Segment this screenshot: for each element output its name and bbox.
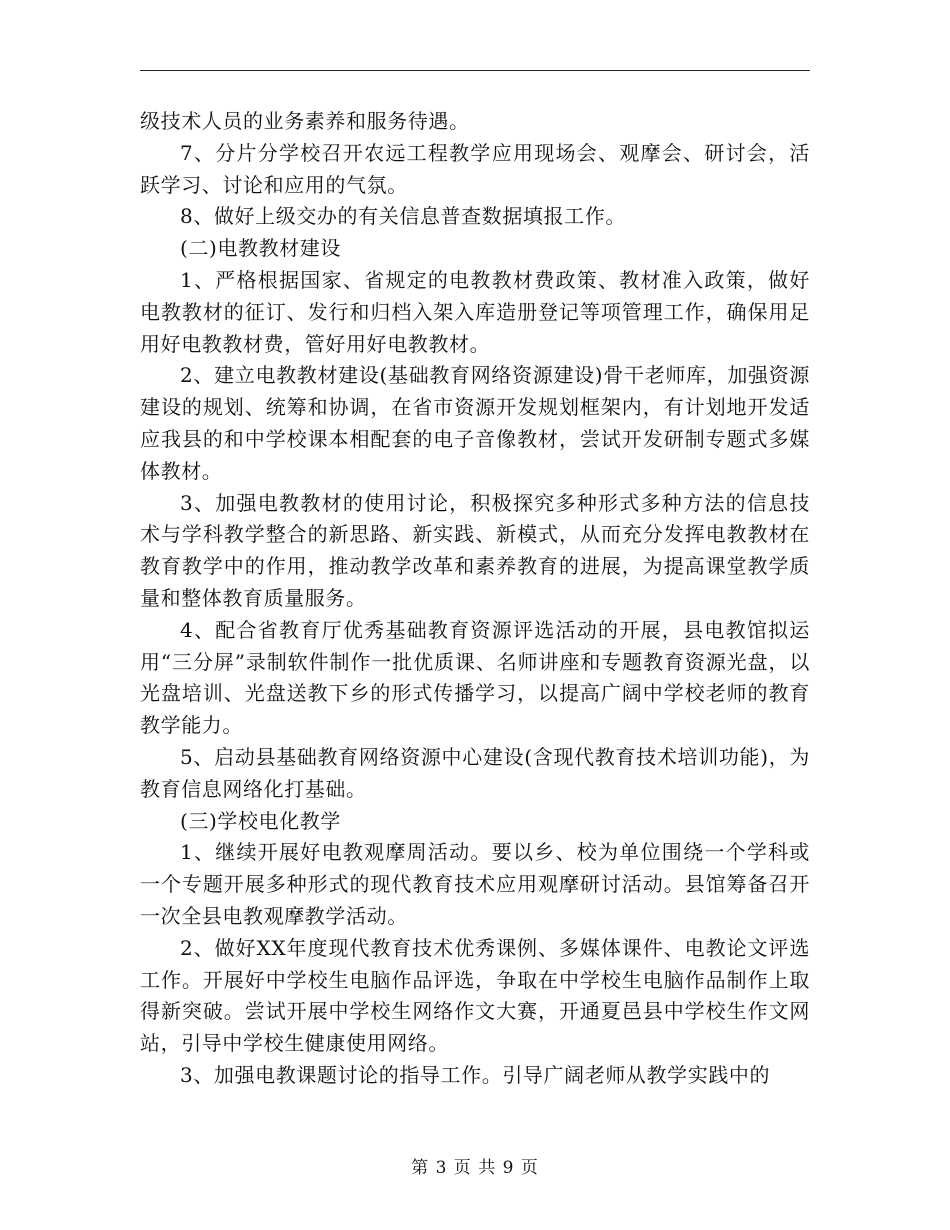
paragraph: 2、建立电教教材建设(基础教育网络资源建设)骨干老师库，加强资源建设的规划、统筹和协调，在省市资源开发规划框架内，有计划地开发适应我县的和中学校课本相配套的电子音像教材，尝试开发研制专题式多媒体教材。 [140,363,810,483]
paragraph: 2、做好XX年度现代教育技术优秀课例、多媒体课件、电教论文评选工作。开展好中学校生电脑作品评选，争取在中学校生电脑作品制作上取得新突破。尝试开展中学校生网络作文大赛，开通夏邑县中学校生作文网站，引导中学校生健康使用网络。 [140,935,810,1056]
paragraph: 8、做好上级交办的有关信息普查数据填报工作。 [180,204,626,229]
paragraph: 3、加强电教教材的使用讨论，积极探究多种形式多种方法的信息技术与学科教学整合的新思路、新实践、新模式，从而充分发挥电教教材在教育教学中的作用，推动教学改革和素养教育的进展，为提高课堂教学质量和整体教育质量服务。 [140,490,810,610]
paragraph: 级技术人员的业务素养和服务待遇。 [140,109,470,133]
paragraph: 4、配合省教育厅优秀基础教育资源评选活动的开展，县电教馆拟运用“三分屏”录制软件制作一批优质课、名师讲座和专题教育资源光盘，以光盘培训、光盘送教下乡的形式传播学习，以提高广阔中学校老师的教育教学能力。 [140,617,810,738]
paragraph: 3、加强电教课题讨论的指导工作。引导广阔老师从教学实践中的 [180,1062,771,1087]
paragraph: 1、严格根据国家、省规定的电教教材费政策、教材准入政策，做好电教教材的征订、发行和归档入架入库造册登记等项管理工作，确保用足用好电教教材费，管好用好电教教材。 [140,267,810,356]
section-heading: (二)电教教材建设 [180,236,342,261]
paragraph: 5、启动县基础教育网络资源中心建设(含现代教育技术培训功能)，为教育信息网络化打基础。 [140,744,810,801]
section-heading: (三)学校电化教学 [180,808,342,833]
page-number-footer: 第 3 页 共 9 页 [411,1158,539,1178]
paragraph: 1、继续开展好电教观摩周活动。要以乡、校为单位围绕一个学科或一个专题开展多种形式的现代教育技术应用观摩研讨活动。县馆筹备召开一次全县电教观摩教学活动。 [140,840,810,928]
document-body [140,106,810,1092]
paragraph: 7、分片分学校召开农远工程教学应用现场会、观摩会、研讨会，活跃学习、讨论和应用的气氛。 [140,140,810,197]
header-rule [140,70,810,71]
